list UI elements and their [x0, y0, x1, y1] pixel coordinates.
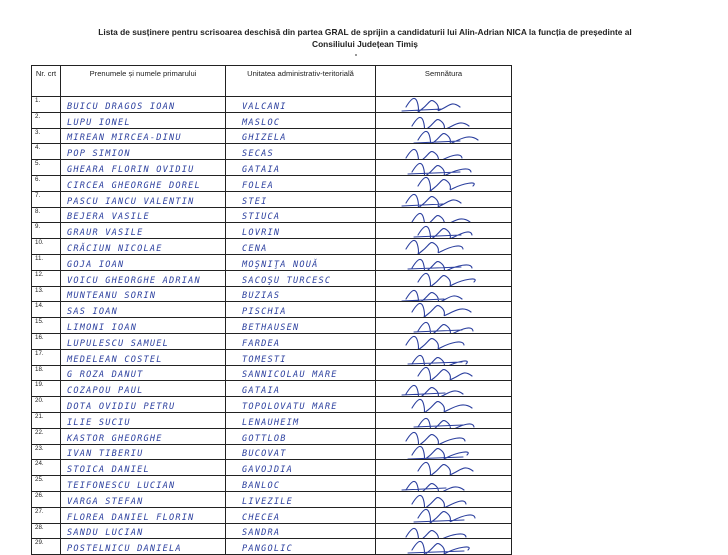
row-number: 4. — [32, 144, 61, 160]
administrative-unit: MOŞNIŢA NOUĂ — [226, 254, 376, 270]
signature-cell — [376, 507, 512, 523]
header-name: Prenumele și numele primarului — [61, 66, 226, 97]
table-row — [32, 460, 512, 476]
signature-scribble — [376, 144, 512, 160]
administrative-unit: BANLOC — [226, 476, 376, 492]
signature-scribble — [376, 333, 512, 349]
signature-cell — [376, 302, 512, 318]
table-row — [32, 239, 512, 255]
row-number: 28. — [32, 523, 61, 539]
signature-cell — [376, 97, 512, 113]
administrative-unit: GOTTLOB — [226, 428, 376, 444]
mayor-name: SAS IOAN — [61, 302, 226, 318]
table-row — [32, 428, 512, 444]
administrative-unit: GATAIA — [226, 381, 376, 397]
row-number: 29. — [32, 539, 61, 555]
administrative-unit: PANGOLIC — [226, 539, 376, 555]
mayor-name: MEDELEAN COSTEL — [61, 349, 226, 365]
signature-cell — [376, 381, 512, 397]
administrative-unit: GAVOJDIA — [226, 460, 376, 476]
mayor-name: MIREAN MIRCEA-DINU — [61, 128, 226, 144]
administrative-unit: STIUCA — [226, 207, 376, 223]
administrative-unit: LOVRIN — [226, 223, 376, 239]
signature-cell — [376, 412, 512, 428]
signature-scribble — [376, 254, 512, 270]
administrative-unit: SANDRA — [226, 523, 376, 539]
row-number: 2. — [32, 112, 61, 128]
signature-scribble — [376, 349, 512, 365]
administrative-unit: PISCHIA — [226, 302, 376, 318]
row-number: 18. — [32, 365, 61, 381]
signature-cell — [376, 491, 512, 507]
signature-cell — [376, 318, 512, 334]
administrative-unit: TOPOLOVATU MARE — [226, 397, 376, 413]
signature-cell — [376, 175, 512, 191]
signature-table — [31, 65, 512, 555]
mayor-name: DOTA OVIDIU PETRU — [61, 397, 226, 413]
table-row — [32, 128, 512, 144]
mayor-name: GHEARA FLORIN OVIDIU — [61, 160, 226, 176]
mayor-name: GOJA IOAN — [61, 254, 226, 270]
signature-scribble — [376, 507, 512, 523]
mayor-name: TEIFONESCU LUCIAN — [61, 476, 226, 492]
signature-scribble — [376, 539, 512, 555]
mayor-name: POP SIMION — [61, 144, 226, 160]
signature-cell — [376, 397, 512, 413]
administrative-unit: SANNICOLAU MARE — [226, 365, 376, 381]
signature-scribble — [376, 491, 512, 507]
row-number: 16. — [32, 333, 61, 349]
row-number: 26. — [32, 491, 61, 507]
signature-cell — [376, 207, 512, 223]
administrative-unit: LIVEZILE — [226, 491, 376, 507]
signature-cell — [376, 112, 512, 128]
signature-cell — [376, 333, 512, 349]
row-number: 14. — [32, 302, 61, 318]
signature-cell — [376, 286, 512, 302]
signature-cell — [376, 270, 512, 286]
row-number: 13. — [32, 286, 61, 302]
administrative-unit: BETHAUSEN — [226, 318, 376, 334]
table-row — [32, 365, 512, 381]
document-title — [20, 26, 710, 50]
signature-cell — [376, 254, 512, 270]
signature-scribble — [376, 160, 512, 176]
signature-scribble — [376, 191, 512, 207]
signature-cell — [376, 444, 512, 460]
row-number: 12. — [32, 270, 61, 286]
signature-cell — [376, 349, 512, 365]
mayor-name: LUPULESCU SAMUEL — [61, 333, 226, 349]
mayor-name: FLOREA DANIEL FLORIN — [61, 507, 226, 523]
row-number: 15. — [32, 318, 61, 334]
mayor-name: PASCU IANCU VALENTIN — [61, 191, 226, 207]
table-row — [32, 207, 512, 223]
signature-scribble — [376, 318, 512, 334]
signature-scribble — [376, 397, 512, 413]
title-line-1: Lista de susținere pentru scrisoarea deschisă din partea GRAL de sprijin a candidaturii lui Alin-Adrian NICA la funcția de președinte al — [98, 27, 632, 37]
table-row — [32, 476, 512, 492]
table-row — [32, 97, 512, 113]
mayor-name: CRĂCIUN NICOLAE — [61, 239, 226, 255]
signature-scribble — [376, 207, 512, 223]
administrative-unit: GATAIA — [226, 160, 376, 176]
signature-cell — [376, 239, 512, 255]
signature-scribble — [376, 444, 512, 460]
table-row — [32, 160, 512, 176]
table-row — [32, 539, 512, 555]
header-signature: Semnătura — [376, 66, 512, 97]
table-row — [32, 175, 512, 191]
mayor-name: GRAUR VASILE — [61, 223, 226, 239]
mayor-name: CIRCEA GHEORGHE DOREL — [61, 175, 226, 191]
signature-scribble — [376, 412, 512, 428]
signature-cell — [376, 223, 512, 239]
mayor-name: BEJERA VASILE — [61, 207, 226, 223]
mayor-name: G ROZA DANUT — [61, 365, 226, 381]
header-unit: Unitatea administrativ-teritorială — [226, 66, 376, 97]
header-nr: Nr. crt — [32, 66, 61, 97]
table-row — [32, 523, 512, 539]
table-row — [32, 254, 512, 270]
table-row — [32, 302, 512, 318]
signature-scribble — [376, 428, 512, 444]
signature-scribble — [376, 302, 512, 318]
administrative-unit: STEI — [226, 191, 376, 207]
row-number: 10. — [32, 239, 61, 255]
signature-cell — [376, 460, 512, 476]
title-line-2: Consiliului Județean Timiș — [312, 39, 418, 49]
row-number: 24. — [32, 460, 61, 476]
administrative-unit: BUZIAS — [226, 286, 376, 302]
table-row — [32, 444, 512, 460]
administrative-unit: FOLEA — [226, 175, 376, 191]
administrative-unit: TOMESTI — [226, 349, 376, 365]
administrative-unit: SACOŞU TURCESC — [226, 270, 376, 286]
mayor-name: ILIE SUCIU — [61, 412, 226, 428]
scan-speck — [355, 54, 357, 56]
signature-cell — [376, 523, 512, 539]
mayor-name: KASTOR GHEORGHE — [61, 428, 226, 444]
mayor-name: IVAN TIBERIU — [61, 444, 226, 460]
administrative-unit: LENAUHEIM — [226, 412, 376, 428]
table-row — [32, 333, 512, 349]
administrative-unit: CENA — [226, 239, 376, 255]
signature-scribble — [376, 97, 512, 113]
table-row — [32, 397, 512, 413]
signature-scribble — [376, 381, 512, 397]
mayor-name: STOICA DANIEL — [61, 460, 226, 476]
table-row — [32, 318, 512, 334]
mayor-name: MUNTEANU SORIN — [61, 286, 226, 302]
signature-cell — [376, 539, 512, 555]
signature-scribble — [376, 365, 512, 381]
table-row — [32, 144, 512, 160]
row-number: 7. — [32, 191, 61, 207]
signature-scribble — [376, 270, 512, 286]
mayor-name: COZAPOU PAUL — [61, 381, 226, 397]
header-row — [32, 66, 512, 97]
row-number: 6. — [32, 175, 61, 191]
signature-cell — [376, 144, 512, 160]
row-number: 5. — [32, 160, 61, 176]
mayor-name: BUICU DRAGOS IOAN — [61, 97, 226, 113]
administrative-unit: FARDEA — [226, 333, 376, 349]
administrative-unit: GHIZELA — [226, 128, 376, 144]
row-number: 1. — [32, 97, 61, 113]
signature-cell — [376, 128, 512, 144]
table-row — [32, 270, 512, 286]
mayor-name: LIMONI IOAN — [61, 318, 226, 334]
administrative-unit: CHECEA — [226, 507, 376, 523]
signature-scribble — [376, 175, 512, 191]
table-row — [32, 223, 512, 239]
signature-cell — [376, 365, 512, 381]
signature-cell — [376, 160, 512, 176]
table-row — [32, 112, 512, 128]
row-number: 3. — [32, 128, 61, 144]
row-number: 9. — [32, 223, 61, 239]
table-row — [32, 412, 512, 428]
row-number: 27. — [32, 507, 61, 523]
mayor-name: VARGA STEFAN — [61, 491, 226, 507]
signature-scribble — [376, 286, 512, 302]
signature-scribble — [376, 523, 512, 539]
row-number: 20. — [32, 397, 61, 413]
signature-scribble — [376, 460, 512, 476]
administrative-unit: SECAS — [226, 144, 376, 160]
row-number: 25. — [32, 476, 61, 492]
mayor-name: VOICU GHEORGHE ADRIAN — [61, 270, 226, 286]
table-row — [32, 286, 512, 302]
signature-scribble — [376, 239, 512, 255]
table-row — [32, 491, 512, 507]
mayor-name: POSTELNICU DANIELA — [61, 539, 226, 555]
signature-scribble — [376, 112, 512, 128]
table-row — [32, 507, 512, 523]
table-row — [32, 381, 512, 397]
row-number: 11. — [32, 254, 61, 270]
mayor-name: LUPU IONEL — [61, 112, 226, 128]
mayor-name: SANDU LUCIAN — [61, 523, 226, 539]
signature-cell — [376, 191, 512, 207]
administrative-unit: VALCANI — [226, 97, 376, 113]
signature-scribble — [376, 476, 512, 492]
row-number: 21. — [32, 412, 61, 428]
table-row — [32, 191, 512, 207]
signature-cell — [376, 428, 512, 444]
row-number: 8. — [32, 207, 61, 223]
row-number: 22. — [32, 428, 61, 444]
administrative-unit: MASLOC — [226, 112, 376, 128]
signature-cell — [376, 476, 512, 492]
administrative-unit: BUCOVAT — [226, 444, 376, 460]
row-number: 17. — [32, 349, 61, 365]
table-row — [32, 349, 512, 365]
row-number: 23. — [32, 444, 61, 460]
signature-scribble — [376, 128, 512, 144]
signature-scribble — [376, 223, 512, 239]
row-number: 19. — [32, 381, 61, 397]
